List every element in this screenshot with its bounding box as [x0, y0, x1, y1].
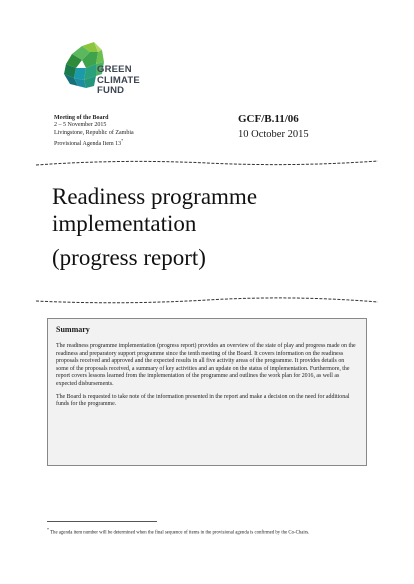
summary-box [47, 318, 367, 466]
meeting-title: Meeting of the Board [54, 115, 109, 121]
logo-word-climate: CLIMATE [97, 74, 140, 86]
footnote-rule [47, 521, 157, 522]
summary-paragraph-1: The readiness programme implementation (progress report) provides an overview of the state of play and progress made on the readiness and preparatory support programme since the tenth meeting of the Board. It covers information on the readiness proposals received and approved and the expected results in all five activity areas of the programme. It provides details on some of the proposals received, a summary of key activities and an update on the status of implementation. Furthermore, the report covers lessons learned from the implementation of the programme and outlines the work plan for 2016, as well as expected disbursements. [56, 343, 356, 387]
title-line-3: (progress report) [52, 245, 206, 270]
title-line-2: implementation [52, 211, 197, 236]
agenda-item-line [54, 137, 134, 148]
footnote-mark: * [47, 527, 49, 532]
logo-word-fund: FUND [97, 85, 125, 96]
logo-wordmark [97, 65, 140, 97]
footnote [47, 527, 367, 537]
summary-heading: Summary [56, 325, 90, 334]
meeting-location: Livingstone, Republic of Zambia [54, 129, 134, 136]
footnote-text: The agenda item number will be determined when the final sequence of items in the provisional agenda is confirmed by the Co-Chairs. [50, 530, 310, 536]
logo-word-green: GREEN [97, 64, 132, 75]
agenda-item: Provisional Agenda Item 13 [54, 141, 122, 148]
agenda-mark: * [121, 138, 124, 144]
divider-bottom [36, 295, 378, 307]
title-line-1: Readiness programme [52, 184, 258, 209]
summary-paragraph-2: The Board is requested to take note of the information presented in the report and make a decision on the need for additional funds for the programme. [56, 393, 350, 408]
document-date: 10 October 2015 [238, 129, 309, 140]
document-id: GCF/B.11/06 [238, 113, 299, 125]
divider-top [36, 157, 378, 169]
meeting-dates: 2 – 5 November 2015 [54, 122, 107, 129]
document-title [52, 183, 257, 271]
meeting-info [54, 115, 134, 149]
